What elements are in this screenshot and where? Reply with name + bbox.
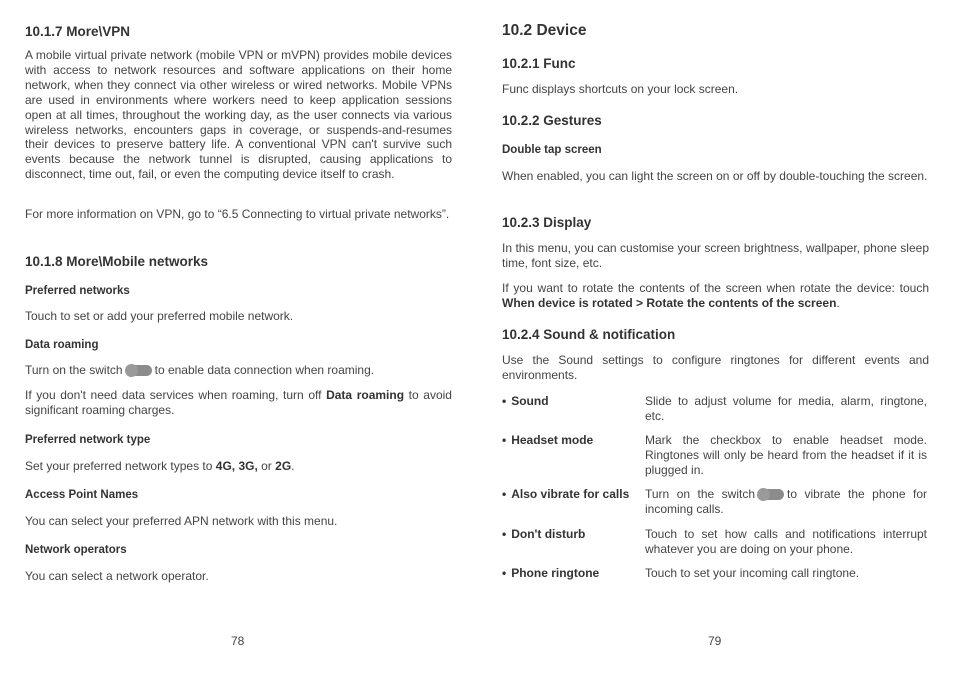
rotate-bold: When device is rotated > Rotate the contents of the screen <box>502 295 837 310</box>
feature-label: Phone ringtone <box>511 566 600 580</box>
apn-title: Access Point Names <box>25 489 139 501</box>
advice-after: to avoid significant roaming charges. <box>25 388 452 417</box>
data-roaming-text <box>25 363 374 377</box>
display-para1: In this menu, you can customise your screen brightness, wallpaper, phone sleep time, font size, etc. <box>502 241 929 270</box>
pnt-bold2: 2G <box>275 459 292 473</box>
bullet-icon: • <box>502 394 507 408</box>
feature-name <box>502 394 549 408</box>
feature-name <box>502 433 593 447</box>
network-operators-text: You can select a network operator. <box>25 569 209 583</box>
bullet-icon: • <box>502 527 507 541</box>
func-heading: 10.2.1 Func <box>502 56 576 71</box>
vpn-heading: 10.1.7 More\VPN <box>25 24 131 39</box>
data-roaming-text-before: Turn on the switch <box>25 363 123 377</box>
vibrate-after: to vibrate the phone for incoming calls. <box>645 487 927 516</box>
device-heading: 10.2 Device <box>502 22 587 39</box>
page-number: 79 <box>708 634 722 648</box>
apn-text: You can select your preferred APN network with this menu. <box>25 514 338 528</box>
vibrate-before: Turn on the switch <box>645 487 756 501</box>
display-para2 <box>502 281 929 311</box>
sound-heading: 10.2.4 Sound & notification <box>502 327 676 342</box>
func-text: Func displays shortcuts on your lock screen. <box>502 82 739 96</box>
toggle-switch-icon <box>758 489 784 500</box>
gestures-heading: 10.2.2 Gestures <box>502 113 602 128</box>
pnt-before: Set your preferred network types to <box>25 459 216 473</box>
display-heading: 10.2.3 Display <box>502 215 592 230</box>
data-roaming-advice <box>25 388 452 418</box>
feature-desc: Slide to adjust volume for media, alarm, ringtone, etc. <box>645 394 927 423</box>
feature-desc <box>645 487 927 517</box>
bullet-icon: • <box>502 566 507 580</box>
vpn-more-info: For more information on VPN, go to “6.5 Connecting to virtual private networks”. <box>25 207 450 221</box>
feature-name <box>502 527 585 541</box>
bullet-icon: • <box>502 487 507 501</box>
bullet-icon: • <box>502 433 507 447</box>
pnt-mid: or <box>257 459 276 473</box>
mobile-networks-heading: 10.1.8 More\Mobile networks <box>25 254 209 269</box>
feature-name <box>502 487 629 501</box>
double-tap-title: Double tap screen <box>502 144 602 156</box>
feature-label: Also vibrate for calls <box>511 487 630 501</box>
double-tap-text: When enabled, you can light the screen on or off by double-touching the screen. <box>502 169 928 183</box>
feature-label: Don't disturb <box>511 527 586 541</box>
feature-label: Headset mode <box>511 433 594 447</box>
page-number: 78 <box>231 634 245 648</box>
preferred-networks-text: Touch to set or add your preferred mobile network. <box>25 309 294 323</box>
data-roaming-title: Data roaming <box>25 339 99 351</box>
preferred-network-type-text <box>25 459 295 473</box>
rotate-after: . <box>836 295 840 310</box>
feature-name <box>502 566 599 580</box>
preferred-network-type-title: Preferred network type <box>25 434 151 446</box>
vpn-paragraph: A mobile virtual private network (mobile VPN or mVPN) provides mobile devices with access to network resources and software applications on their home network, when they connect via other wireless or wired networks. Mobile VPNs are used in environments where workers need to keep application sessions open at all times, throughout the working day, as the user connects via various wireless networks, encounters gaps in coverage, or suspends-and-resumes their devices to preserve battery life. A conventional VPN can't survive such events because the network tunnel is disrupted, causing applications to disconnect, time out, fail, or even the computing device itself to crash. <box>25 48 452 182</box>
feature-desc: Touch to set how calls and notifications interrupt whatever you are doing on your phone. <box>645 527 927 556</box>
pnt-bold1: 4G, 3G, <box>215 459 258 473</box>
advice-bold: Data roaming <box>326 388 405 402</box>
feature-label: Sound <box>511 394 549 408</box>
feature-desc: Touch to set your incoming call ringtone. <box>645 566 860 580</box>
preferred-networks-title: Preferred networks <box>25 285 130 297</box>
network-operators-title: Network operators <box>25 544 127 556</box>
toggle-switch-icon <box>126 365 152 376</box>
feature-desc: Mark the checkbox to enable headset mode. Ringtones will only be heard from the headset if it is plugged in. <box>645 433 927 477</box>
advice-before: If you don't need data services when roaming, turn off <box>25 388 327 402</box>
rotate-before: If you want to rotate the contents of the screen when rotate the device: touch <box>502 281 929 295</box>
pnt-end: . <box>291 459 295 473</box>
data-roaming-text-after: to enable data connection when roaming. <box>154 363 375 377</box>
sound-intro: Use the Sound settings to configure ringtones for different events and environments. <box>502 353 929 382</box>
